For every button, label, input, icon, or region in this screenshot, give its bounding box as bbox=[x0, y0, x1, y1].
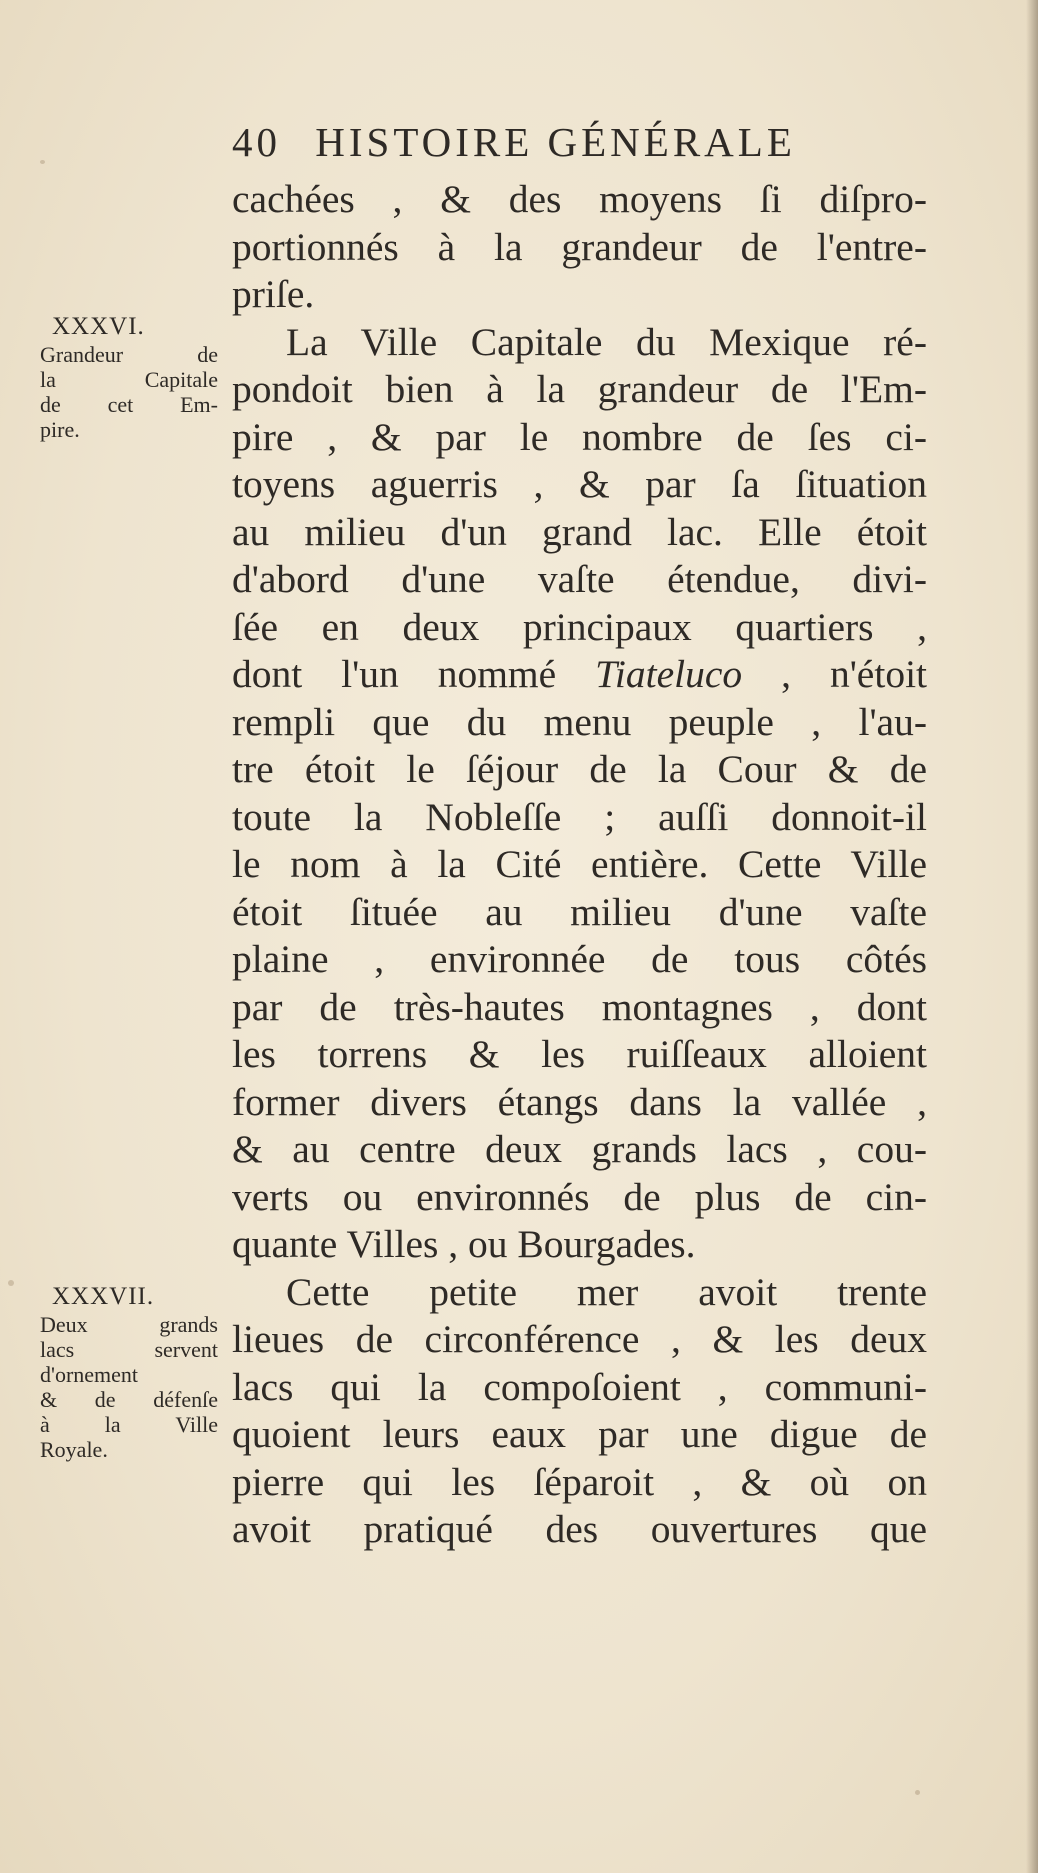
margin-note-line: la Capitale bbox=[40, 367, 218, 392]
text-line: le nom à la Cité entière. Cette Ville bbox=[232, 842, 927, 886]
text-line: ſée en deux principaux quartiers , bbox=[232, 604, 927, 649]
text-line: tre étoit le ſéjour de la Cour & de bbox=[232, 747, 927, 791]
margin-note bbox=[40, 312, 218, 442]
text-line: rempli que du menu peuple , l'au- bbox=[232, 699, 927, 744]
text-segment: , n'étoit bbox=[781, 652, 928, 696]
foxing-spot bbox=[40, 160, 45, 164]
text-line: toute la Nobleſſe ; auſſi donnoit-il bbox=[232, 794, 927, 839]
text-line: quoient leurs eaux par une digue de bbox=[232, 1412, 927, 1456]
margin-note-line: à la Ville bbox=[40, 1412, 218, 1437]
text-line: d'abord d'une vaſte étendue, divi- bbox=[232, 557, 927, 601]
text-line: portionnés à la grandeur de l'entre- bbox=[232, 224, 927, 269]
text-segment: dont l'un nommé bbox=[232, 652, 557, 696]
foxing-spot bbox=[8, 1280, 14, 1286]
text-line: toyens aguerris , & par ſa ſituation bbox=[232, 462, 927, 506]
text-line: lacs qui la compoſoient , communi- bbox=[232, 1364, 927, 1409]
text-line: pondoit bien à la grandeur de l'Em- bbox=[232, 367, 927, 411]
margin-note-number: XXXVII. bbox=[52, 1283, 155, 1310]
text-line: les torrens & les ruiſſeaux alloient bbox=[232, 1032, 927, 1076]
foxing-spot bbox=[915, 1790, 920, 1795]
text-line: & au centre deux grands lacs , cou- bbox=[232, 1127, 927, 1171]
text-line: priſe. bbox=[232, 272, 315, 316]
margin-note-line: pire. bbox=[40, 417, 80, 442]
running-header bbox=[232, 118, 892, 166]
text-line: lieues de circonférence , & les deux bbox=[232, 1317, 927, 1361]
margin-note-line: d'ornement bbox=[40, 1362, 139, 1387]
text-line: pierre qui les ſéparoit , & où on bbox=[232, 1459, 927, 1504]
text-line: par de très-hautes montagnes , dont bbox=[232, 984, 927, 1029]
margin-note-line: Royale. bbox=[40, 1437, 108, 1462]
text-line: former divers étangs dans la vallée , bbox=[232, 1079, 927, 1124]
margin-note-line: Grandeur de bbox=[40, 342, 218, 367]
text-line: étoit ſituée au milieu d'une vaſte bbox=[232, 889, 927, 934]
text-line: quante Villes , ou Bourgades. bbox=[232, 1222, 696, 1266]
margin-note-line: & de défenſe bbox=[40, 1387, 218, 1412]
text-line bbox=[232, 651, 927, 699]
running-title: HISTOIRE GÉNÉRALE bbox=[315, 119, 796, 165]
text-line: avoit pratiqué des ouvertures que bbox=[232, 1507, 927, 1551]
place-name-italic: Tiateluco bbox=[595, 652, 743, 696]
page-gutter-shadow bbox=[1026, 0, 1038, 1873]
margin-note-line: de cet Em- bbox=[40, 392, 218, 417]
text-line: cachées , & des moyens ſi diſpro- bbox=[232, 177, 927, 221]
text-line: La Ville Capitale du Mexique ré- bbox=[286, 319, 927, 364]
text-line: pire , & par le nombre de ſes ci- bbox=[232, 414, 927, 459]
body-text bbox=[232, 176, 927, 1554]
margin-note bbox=[40, 1282, 218, 1462]
text-line: Cette petite mer avoit trente bbox=[286, 1269, 927, 1314]
text-line: verts ou environnés de plus de cin- bbox=[232, 1174, 927, 1219]
margin-note-number: XXXVI. bbox=[52, 313, 145, 340]
page-number: 40 bbox=[232, 119, 281, 165]
text-line: plaine , environnée de tous côtés bbox=[232, 937, 927, 981]
margin-note-line: lacs servent bbox=[40, 1337, 218, 1362]
text-line: au milieu d'un grand lac. Elle étoit bbox=[232, 509, 927, 554]
margin-note-line: Deux grands bbox=[40, 1312, 218, 1337]
